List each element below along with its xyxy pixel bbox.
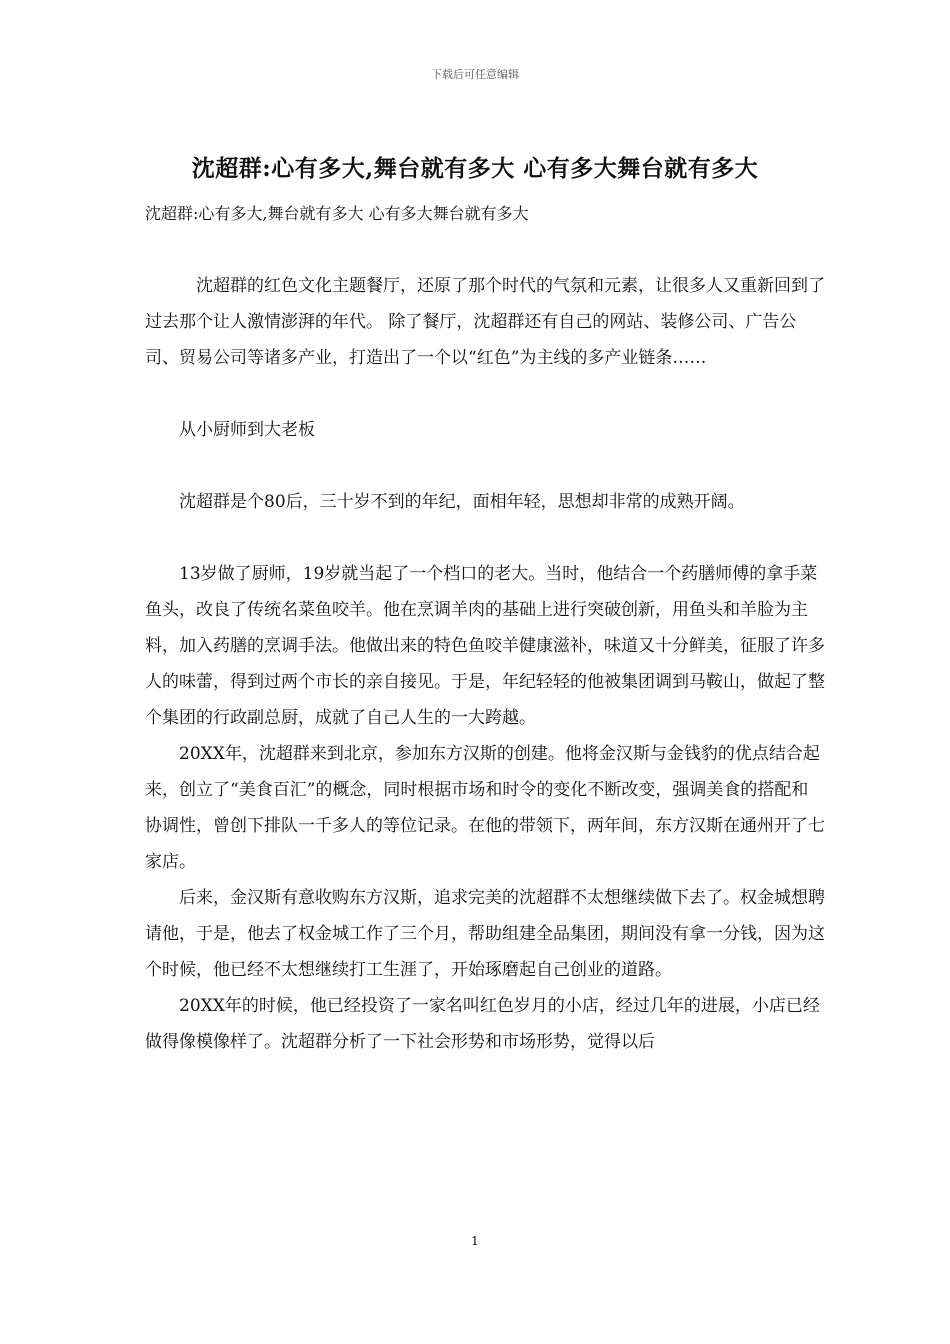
paragraph: 沈超群是个80后，三十岁不到的年纪，面相年轻，思想却非常的成熟开阔。 bbox=[179, 492, 745, 512]
paragraph: 13岁做了厨师，19岁就当起了一个档口的老大。当时，他结合一个药膳师傅的拿手菜鱼头，改良了传统名菜鱼咬羊。他在烹调羊肉的基础上进行突破创新，用鱼头和羊脸为主料，加入药膳的烹调手法。他做出来的特色鱼咬羊健康滋补，味道又十分鲜美，征服了许多人的味蕾，得到过两个市长的亲自接见。于是，年纪轻轻的他被集团调到马鞍山，做起了整个集团的行政副总厨，成就了自己人生的一大跨越。 bbox=[145, 564, 825, 728]
document-subtitle: 沈超群:心有多大,舞台就有多大 心有多大舞台就有多大 bbox=[145, 204, 529, 223]
paragraph-intro: 沈超群的红色文化主题餐厅，还原了那个时代的气氛和元素，让很多人又重新回到了过去那个让人激情澎湃的年代。 除了餐厅，沈超群还有自己的网站、装修公司、广告公司、贸易公司等诸多产业，打造出了一个以“红色”为主线的多产业链条…… bbox=[145, 276, 825, 368]
document-title: 沈超群:心有多大,舞台就有多大 心有多大舞台就有多大 bbox=[191, 155, 759, 182]
page-number: 1 bbox=[471, 1234, 479, 1248]
paragraph: 20XX年，沈超群来到北京，参加东方汉斯的创建。他将金汉斯与金钱豹的优点结合起来，创立了“美食百汇”的概念，同时根据市场和时令的变化不断改变，强调美食的搭配和协调性，曾创下排队一千多人的等位记录。在他的带领下，两年间，东方汉斯在通州开了七家店。 bbox=[145, 744, 825, 872]
document-body bbox=[145, 268, 825, 1060]
paragraph: 后来，金汉斯有意收购东方汉斯，追求完美的沈超群不太想继续做下去了。权金城想聘请他，于是，他去了权金城工作了三个月，帮助组建全品集团，期间没有拿一分钱，因为这个时候，他已经不太想继续打工生涯了，开始琢磨起自己创业的道路。 bbox=[145, 888, 825, 980]
header-note: 下载后可任意编辑 bbox=[431, 68, 519, 81]
section-heading: 从小厨师到大老板 bbox=[179, 420, 315, 440]
paragraph: 20XX年的时候，他已经投资了一家名叫红色岁月的小店，经过几年的进展，小店已经做得像模像样了。沈超群分析了一下社会形势和市场形势，觉得以后 bbox=[145, 996, 820, 1052]
